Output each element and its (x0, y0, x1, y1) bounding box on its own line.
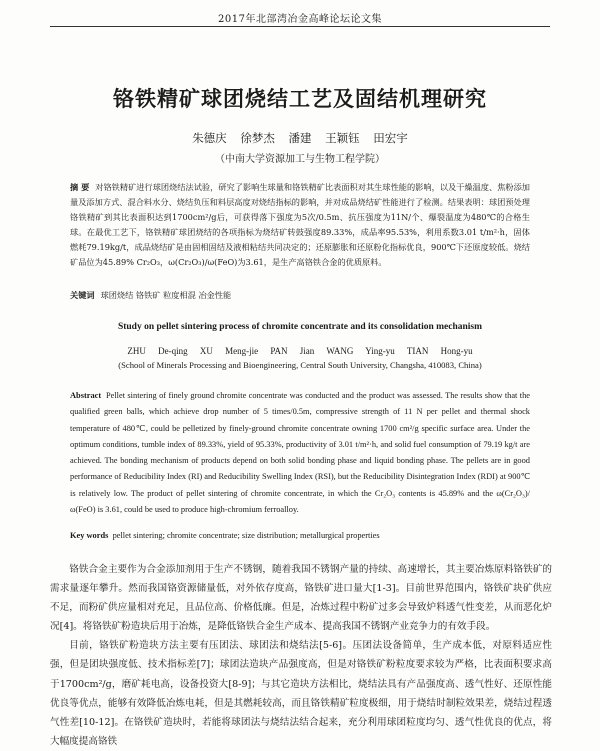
abstract-en (70, 388, 530, 518)
paper-title-en: Study on pellet sintering process of chromite concentrate and its consolidation mechanism (117, 322, 483, 332)
abstract-text-cn: 对铬铁精矿进行球团烧结法试验，研究了影响生球量和铬铁精矿比表面积对其生球性能的影响，以及干燥温度、焦粉添加量及添加方式、混合料水分、烧结负压和料层高度对烧结指标的影响，并对成品烧结矿性能进行了检测。结果表明：球团预处理铬铁精矿到其比表面积达到1700cm²/g后，可获得落下强度为5次/0.5m、抗压强度为11N/个、爆裂温度为480℃的合格生球。在最优工艺下，铬铁精矿球团烧结的各项指标为烧结矿转鼓强度89.33%，成品率95.53%，利用系数3.01 t/m²·h，固体燃耗79.19kg/t，成品烧结矿是由固相固结及液相粘结共同决定的；还原膨胀和还原粉化指标优良，900℃下还原度较低。烧结矿品位为45.89% Cr₂O₃，ω(Cr₂O₃)/ω(FeO)为3.61，是生产高铬铁合金的优质原料。 (70, 182, 530, 267)
keywords-text-en: pellet sintering; chromite concentrate; size distribution; metallurgical properties (112, 531, 380, 540)
keywords-cn (70, 290, 530, 301)
authors-en: ZHU De-qing XU Meng-jie PAN Jian WANG Ying-yu TIAN Hong-yu (127, 346, 473, 356)
running-header: 2017年北部湾冶金高峰论坛论文集 (218, 14, 382, 25)
authors-cn: 朱德庆 徐梦杰 潘建 王颖钰 田宏宇 (192, 131, 408, 145)
abstract-label-en: Abstract (70, 391, 102, 400)
header-rule (50, 26, 550, 27)
abstract-text-en: Pellet sintering of finely ground chromite concentrate was conducted and the product was assessed. The results show that the qualified green balls, which achieve drop number of 5 times/0.5m, compressive strength of 11 N per pellet and thermal shock temperature of 480℃, could be pelletized by finely-ground chromite concentrate owning 1700 cm²/g specific surface area. Under the optimum conditions, tumble index of 89.33%, yield of 95.33%, productivity of 3.01 t/m²·h, and solid fuel consumption of 79.19 kg/t are achieved. The bonding mechanism of products depend on both solid bonding phase and liquid bonding phase. The pellets are in good performance of Reducibility Index (RI) and Reducibility Swelling Index (RSI), but the Reducibility Disintegration Index (RDI) at 900℃ is relatively low. The product of pellet sintering of chromite concentrate, in which the Cr₂O₃ contents is 45.89% and the ω(Cr₂O₃)/ ω(FeO) is 3.61, could be used to produce high-chromium ferroalloy. (70, 391, 530, 515)
body-text (50, 560, 552, 751)
abstract-label-cn: 摘 要 (70, 182, 90, 192)
affiliation-en: (School of Minerals Processing and Bioengineering, Central South University, Changsha, 410083, China) (118, 360, 482, 370)
paper-title-cn: 铬铁精矿球团烧结工艺及固结机理研究 (113, 87, 487, 111)
keywords-en (70, 531, 530, 540)
abstract-cn (70, 180, 530, 270)
keywords-text-cn: 球团烧结 铬铁矿 粒度相混 冶金性能 (100, 290, 232, 300)
affiliation-cn: （中南大学资源加工与生物工程学院） (215, 154, 385, 165)
keywords-label-en: Key words (70, 531, 109, 540)
keywords-label-cn: 关键词 (70, 290, 95, 300)
body-paragraph: 目前，铬铁矿粉造块方法主要有压团法、球团法和烧结法[5-6]。压团法设备简单，生产成本低，对原料适应性强，但是团块强度低、技术指标差[7]；球团法造块产品强度高，但是对铬铁矿粉粒度要求较为严格，比表面积要求高于1700cm²/g，磨矿耗电高，设备投资大[8-9]；与其它造块方法相比，烧结法具有产品强度高、透气性好、还原性能优良等优点，能够有效降低冶炼电耗，但是其燃耗较高，而且铬铁精矿粒度极细，用于烧结时制粒效果差，烧结过程透气性差[10-12]。在铬铁矿造块时，若能将球团法与烧结法结合起来，充分利用球团粒度均匀、透气性优良的优点，将大幅度提高铬铁 (50, 640, 552, 747)
body-paragraph: 铬铁合金主要作为合金添加剂用于生产不锈钢，随着我国不锈钢产量的持续、高速增长，其主要冶炼原料铬铁矿的需求量逐年攀升。然而我国铬资源储量低，对外依存度高，铬铁矿进口量大[1-3]。目前世界范围内，铬铁矿块矿供应不足，而粉矿供应量相对充足，且品位高、价格低廉。但是，冶炼过程中粉矿过多会导致炉料透气性变差，从而恶化炉况[4]。将铬铁矿粉造块后用于冶炼，是降低铬铁合金生产成本、提高我国不锈钢产业竞争力的有效手段。 (50, 564, 552, 633)
